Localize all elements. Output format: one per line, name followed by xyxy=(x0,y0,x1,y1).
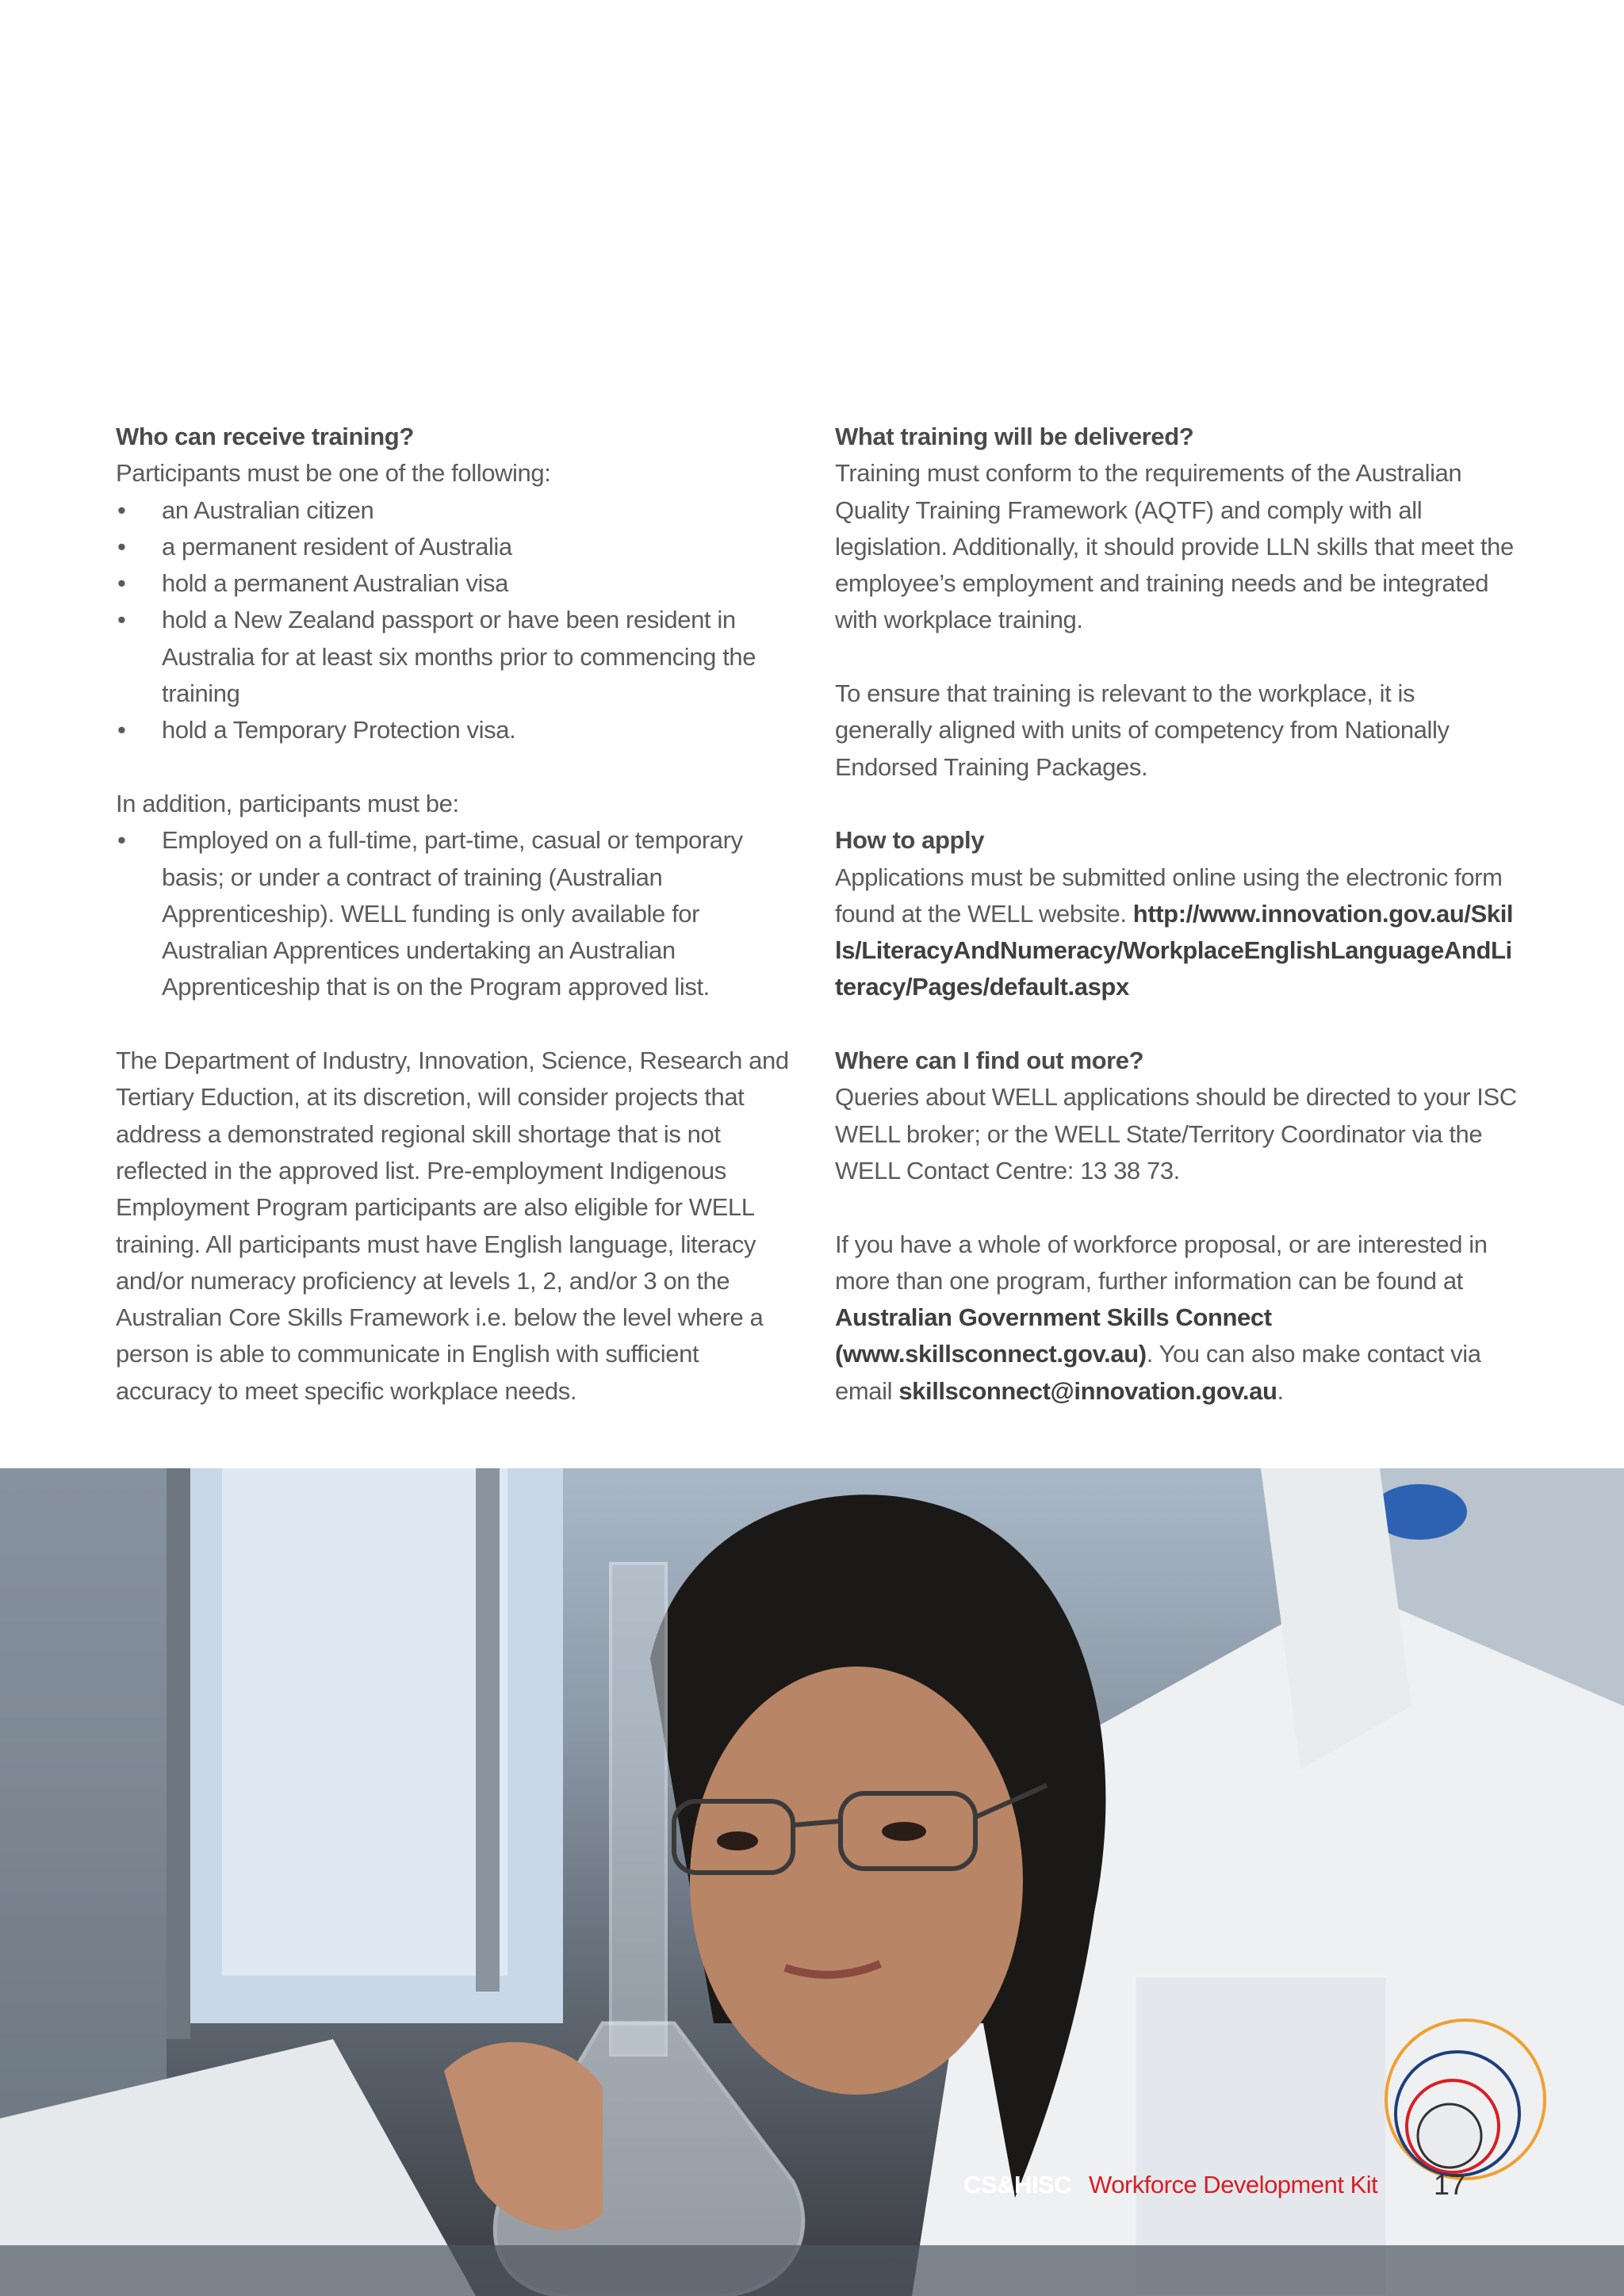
bullet-icon: • xyxy=(117,826,126,855)
window-frame-left xyxy=(167,1468,190,2039)
footer-brand xyxy=(963,2169,1377,2201)
addition-list xyxy=(116,822,798,1005)
list-item: • hold a Temporary Protection visa. xyxy=(116,712,798,748)
who-heading: Who can receive training? xyxy=(116,423,414,450)
workforce-paragraph: If you have a whole of workforce proposal, or are interested in more than one program, further information can be found at Australian Government Skills Connect (www.skillsconnect.gov.au). You can also make contact via email skillsconnect@innovation.gov.au. xyxy=(835,1230,1488,1405)
list-item: • hold a permanent Australian visa xyxy=(116,565,798,602)
page-number: 17 xyxy=(1433,2168,1466,2201)
eligibility-list xyxy=(116,492,798,749)
apply-heading: How to apply xyxy=(835,826,985,855)
brand-name: CS&HISC xyxy=(963,2171,1072,2198)
workforce-text: If you have a whole of workforce proposal, or are interested in more than one program, further information can be found at xyxy=(835,1230,1488,1295)
skills-connect-link[interactable]: Australian Government Skills Connect (www.skillsconnect.gov.au) xyxy=(835,1303,1272,1368)
contact-text: . You can also make contact via email xyxy=(835,1340,1481,1405)
relevance-paragraph: To ensure that training is relevant to the workplace, it is generally aligned with units of competency from Nationally Endorsed Training Packages. xyxy=(835,679,1450,781)
photo-illustration xyxy=(0,1468,1624,2296)
bullet-icon: • xyxy=(117,716,126,744)
addition-intro: In addition, participants must be: xyxy=(116,789,459,817)
left-eye xyxy=(717,1831,758,1850)
what-paragraph: Training must conform to the requirements of the Australian Quality Training Framework (AQTF) and comply with all legislation. Additionally, it should provide LLN skills that meet the employee’s employment and training needs and be integrated with workplace training. xyxy=(835,459,1514,634)
list-item: • Employed on a full-time, part-time, casual or temporary basis; or under a contract of training (Australian Apprenticeship). WELL funding is only available for Australian Apprentices undertaking an Australian Apprenticeship that is on the Program approved list. xyxy=(116,822,798,1005)
right-column xyxy=(835,419,1517,1410)
bullet-icon: • xyxy=(117,606,126,634)
who-intro: Participants must be one of the following: xyxy=(116,459,551,488)
well-website-link[interactable]: http://www.innovation.gov.au/Skills/LiteracyAndNumeracy/WorkplaceEnglishLanguageAndLiteracy/Pages/default.aspx xyxy=(835,899,1514,1001)
kit-title: Workforce Development Kit xyxy=(1089,2171,1378,2198)
laboratory-photo xyxy=(0,1468,1624,2296)
flask-neck xyxy=(611,1563,666,2055)
more-heading: Where can I find out more? xyxy=(835,1047,1144,1075)
list-item: • hold a New Zealand passport or have been resident in Australia for at least six months prior to commencing the training xyxy=(116,602,798,712)
apply-text: Applications must be submitted online using the electronic form found at the WELL website. xyxy=(835,863,1503,928)
department-paragraph: The Department of Industry, Innovation, Science, Research and Tertiary Eduction, at its discretion, will consider projects that address a demonstrated regional skill shortage that is not reflected in the approved list. Pre-employment Indigenous Employment Program participants are also eligible for WELL training. All participants must have English language, literacy and/or numeracy proficiency at levels 1, 2, and/or 3 on the Australian Core Skills Framework i.e. below the level where a person is able to communicate in English with sufficient accuracy to meet specific workplace needs. xyxy=(116,1047,789,1405)
email-link[interactable]: skillsconnect@innovation.gov.au xyxy=(898,1376,1277,1405)
apply-paragraph xyxy=(835,859,1517,1006)
list-item: • an Australian citizen xyxy=(116,492,798,529)
list-item: • a permanent resident of Australia xyxy=(116,529,798,565)
bench xyxy=(0,2245,1624,2296)
hand xyxy=(444,2042,603,2230)
window-frame xyxy=(476,1468,500,1992)
left-column xyxy=(116,419,798,1410)
what-heading: What training will be delivered? xyxy=(835,423,1194,450)
more-paragraph: Queries about WELL applications should be directed to your ISC WELL broker; or the WELL State/Territory Coordinator via the WELL Contact Centre: 13 38 73. xyxy=(835,1083,1517,1184)
bullet-icon: • xyxy=(117,496,126,524)
face xyxy=(690,1667,1023,2095)
right-eye xyxy=(882,1822,926,1841)
window-glass xyxy=(222,1468,508,1976)
bullet-icon: • xyxy=(117,569,126,598)
bullet-icon: • xyxy=(117,532,126,561)
